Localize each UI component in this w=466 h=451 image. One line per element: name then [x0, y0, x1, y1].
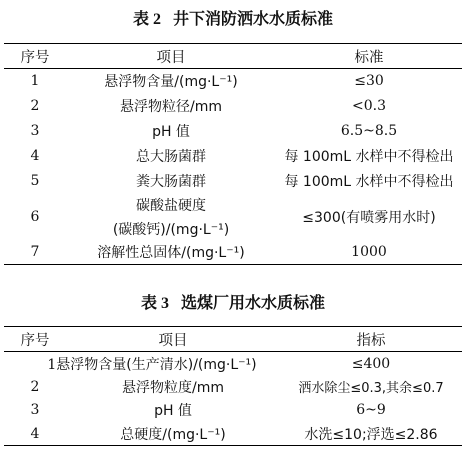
row-indicator: ≤400: [351, 355, 391, 372]
header-no: 序号: [4, 327, 66, 352]
header-standard: 标准: [276, 44, 462, 69]
row-standard: 每 100mL 水样中不得检出: [284, 149, 454, 165]
table-row: [4, 375, 462, 399]
row-item: pH 值: [152, 124, 190, 140]
row-no: 5: [30, 173, 40, 189]
row-no: 1: [47, 356, 57, 373]
row-no: 7: [30, 243, 40, 260]
row-standard: 6.5~8.5: [340, 123, 398, 139]
row-no: 2: [30, 378, 40, 395]
row-item: [66, 194, 276, 240]
row-no: 1: [30, 73, 40, 90]
row-item: 悬浮物粒径/mm: [120, 99, 222, 115]
table2-header-row: [4, 44, 462, 69]
header-no: 序号: [4, 44, 66, 69]
row-item: 悬浮物含量/(mg·L⁻¹): [104, 74, 238, 91]
row-standard: 1000: [351, 243, 387, 260]
table2-caption-title: 井下消防洒水水质标准: [173, 9, 334, 28]
table2-caption: [0, 8, 466, 30]
row-no: 3: [30, 123, 40, 139]
row-item: 悬浮物含量(生产清水)/(mg·L⁻¹): [56, 356, 257, 373]
row-no: 2: [30, 98, 40, 114]
table-row: [4, 194, 462, 240]
row-item-line1: 碳酸盐硬度: [136, 197, 206, 214]
table2: [4, 43, 462, 265]
row-indicator: 6~9: [356, 402, 386, 419]
table-row: [4, 69, 462, 94]
table-row: [4, 399, 462, 423]
table3-caption-number: 表 3: [140, 295, 169, 312]
header-item: 项目: [66, 327, 280, 352]
row-indicator: 水洗≤10;浮选≤2.86: [304, 426, 438, 443]
row-standard: 每 100mL 水样中不得检出: [284, 174, 454, 190]
row-item: 总大肠菌群: [136, 149, 206, 165]
row-no: 4: [30, 425, 40, 442]
row-item: 悬浮物粒度/mm: [122, 379, 224, 396]
table-row: [4, 94, 462, 119]
row-standard: ≤300(有喷雾用水时): [302, 209, 436, 226]
row-item: 粪大肠菌群: [136, 174, 206, 190]
table3: [4, 326, 462, 446]
table-row: [4, 240, 462, 265]
row-item: pH 值: [154, 403, 192, 420]
row-item: 总硬度/(mg·L⁻¹): [120, 426, 226, 443]
row-item-with-no: [4, 352, 280, 376]
row-no: 6: [30, 208, 40, 225]
row-item: 溶解性总固体/(mg·L⁻¹): [97, 244, 245, 261]
row-standard: <0.3: [352, 98, 386, 114]
header-indicator: 指标: [280, 327, 462, 352]
table3-caption-title: 选煤厂用水水质标准: [181, 293, 326, 312]
row-no: 3: [30, 402, 40, 419]
table-row: [4, 144, 462, 169]
row-indicator: 洒水除尘≤0.3,其余≤0.7: [298, 381, 444, 397]
table3-caption: [0, 292, 466, 314]
table2-caption-number: 表 2: [132, 11, 161, 28]
table-row: [4, 169, 462, 194]
row-no: 4: [30, 148, 40, 164]
row-standard: ≤30: [354, 73, 384, 90]
table-row: [4, 119, 462, 144]
table3-header-row: [4, 327, 462, 352]
table-row: [4, 352, 462, 376]
row-item-line2: (碳酸钙)/(mg·L⁻¹): [112, 221, 230, 238]
header-item: 项目: [66, 44, 276, 69]
table-row: [4, 422, 462, 446]
